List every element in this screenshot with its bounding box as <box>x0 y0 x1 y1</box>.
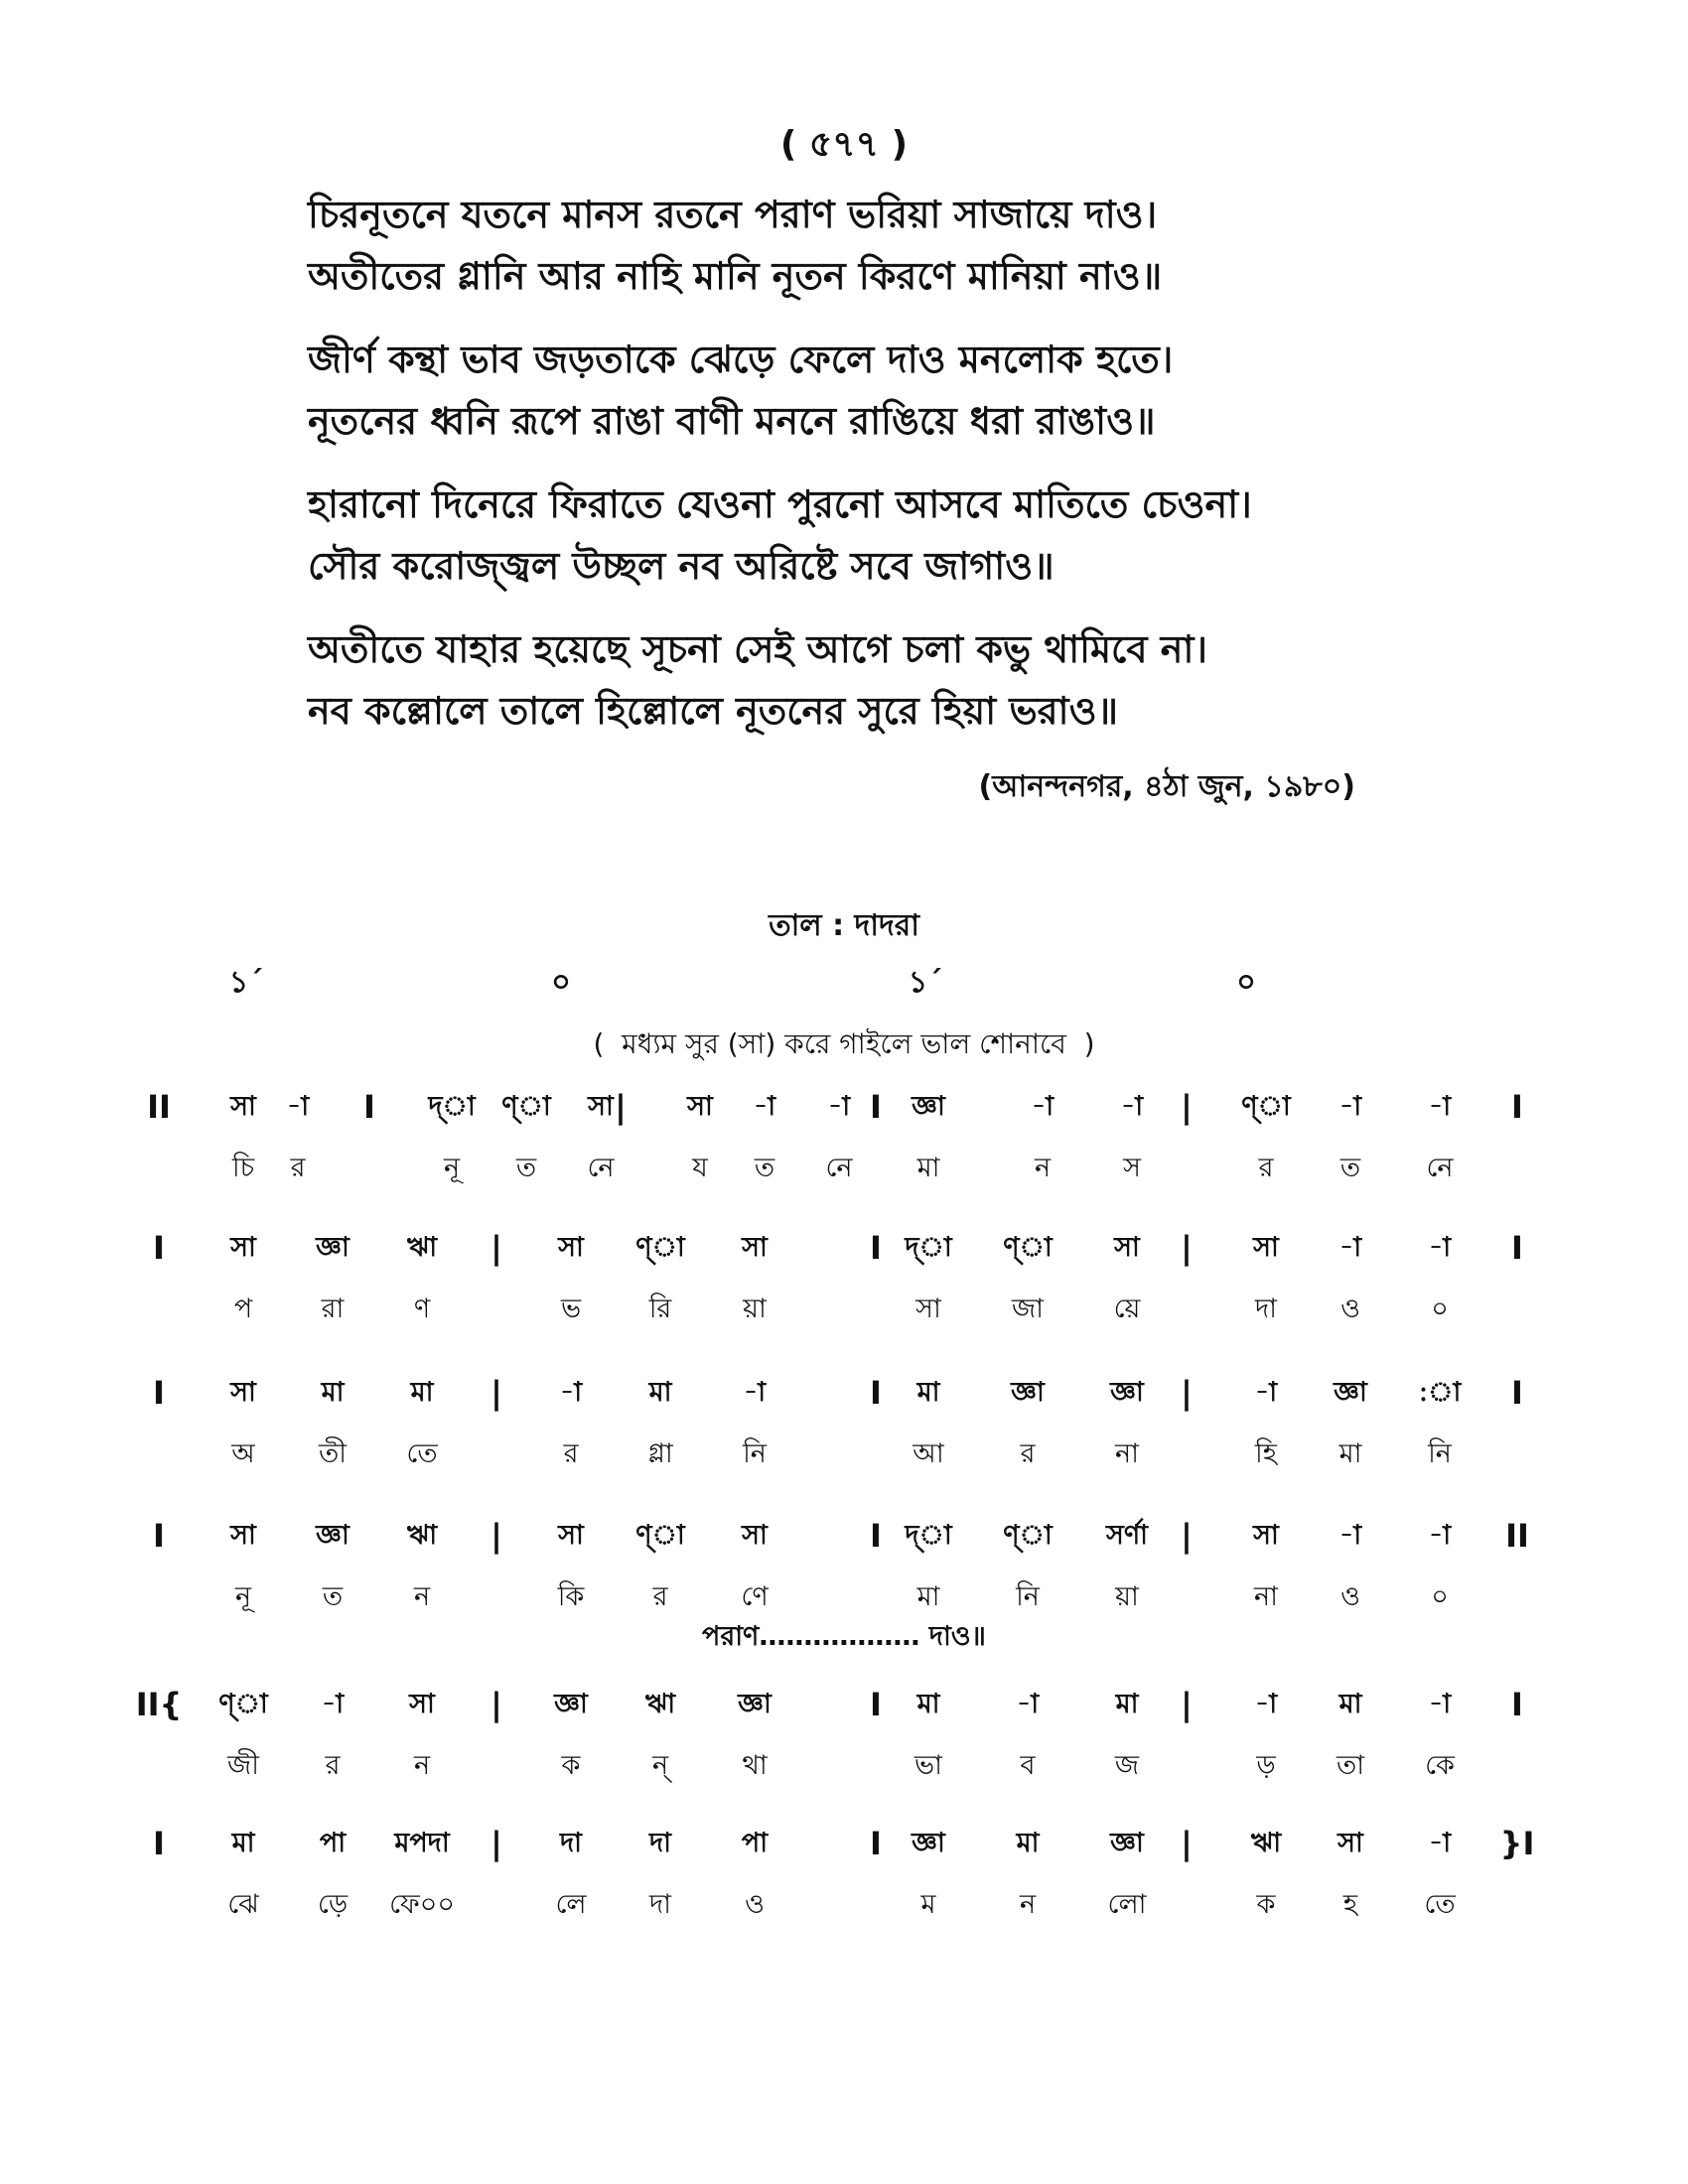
note: সা <box>1337 1828 1363 1858</box>
note: ণ্‌া <box>1241 1091 1291 1122</box>
note: -া <box>1428 1828 1452 1858</box>
lyric-syllable: গ্লা <box>647 1438 673 1469</box>
lyric-syllable: স <box>1123 1153 1141 1183</box>
stanza <box>308 184 1450 307</box>
beat-mark: ০ <box>551 965 571 1000</box>
lyric-syllable: ত <box>515 1153 537 1183</box>
lyric-row <box>0 1741 1688 1791</box>
lyric-syllable: ণ <box>413 1294 431 1324</box>
note: -া <box>286 1091 310 1122</box>
lyric-syllable: ত <box>322 1581 344 1612</box>
lyric-syllable: ড় <box>1256 1750 1276 1781</box>
lyric-row <box>0 1285 1688 1334</box>
lyric-syllable: না <box>1115 1438 1139 1469</box>
signature: (আনন্দনগর, ৪ঠা জুন, ১৯৮০) <box>978 769 1355 804</box>
note: দা <box>648 1828 672 1858</box>
lyric-syllable: চি <box>231 1153 255 1183</box>
lyric-syllable: কে <box>1425 1750 1455 1781</box>
bar-line-open: I <box>153 1517 165 1555</box>
lyric-syllable: লে <box>555 1889 587 1920</box>
note: জ্ঞা <box>1334 1377 1367 1408</box>
note: দ্‌া <box>905 1232 952 1263</box>
lyric-syllable: ন <box>1019 1889 1037 1920</box>
lyric-syllable: ব <box>1020 1750 1036 1781</box>
lyric-syllable: নি <box>1428 1438 1452 1469</box>
note: ণ্‌া <box>635 1232 685 1263</box>
notation-row <box>0 1819 1688 1868</box>
lyric-syllable: ণে <box>741 1581 769 1612</box>
note: ণ্‌া <box>1003 1520 1053 1551</box>
note: সা <box>1253 1232 1279 1263</box>
beat-separator: | <box>1181 1088 1193 1126</box>
note: দ্‌া <box>428 1091 476 1122</box>
notation-row <box>0 1680 1688 1729</box>
note: সা <box>588 1091 614 1122</box>
lyric-syllable: মা <box>916 1581 940 1612</box>
note: জ্ঞা <box>912 1091 945 1122</box>
note: -া <box>1338 1232 1362 1263</box>
lyric-row <box>0 1430 1688 1479</box>
note: -া <box>559 1377 583 1408</box>
note: সা <box>1114 1232 1140 1263</box>
lyric-syllable: ড়ে <box>317 1889 349 1920</box>
lyric-syllable: র <box>325 1750 341 1781</box>
notation-row <box>0 1082 1688 1132</box>
lyric-syllable: ক <box>1256 1889 1276 1920</box>
notation-row <box>0 1368 1688 1418</box>
note: -া <box>321 1689 345 1719</box>
note: সা <box>1253 1520 1279 1551</box>
lyric-syllable: দা <box>648 1889 672 1920</box>
lyric-syllable: ত <box>1339 1153 1361 1183</box>
lyric-syllable: র <box>652 1581 668 1612</box>
lyric-syllable: য <box>692 1153 708 1183</box>
note: জ্ঞা <box>738 1689 772 1719</box>
note: মা <box>1115 1689 1139 1719</box>
note: মা <box>916 1377 940 1408</box>
note: সা <box>230 1520 256 1551</box>
note: :া <box>1418 1377 1462 1408</box>
note: -া <box>1428 1520 1452 1551</box>
lyric-row <box>0 1880 1688 1930</box>
lyric-syllable: মা <box>1338 1438 1362 1469</box>
bar-line-open: II{ <box>135 1686 183 1723</box>
lyric-syllable: তে <box>406 1438 438 1469</box>
lyric-syllable: রা <box>321 1294 345 1324</box>
bar-line-open: I <box>153 1229 165 1267</box>
lyric-syllable: নে <box>587 1153 615 1183</box>
beat-separator: I <box>870 1229 882 1267</box>
note: -া <box>1338 1520 1362 1551</box>
poem-line: নূতনের ধ্বনি রূপে রাঙা বাণী মননে রাঙিয়ে ধরা রাঙাও॥ <box>308 399 1156 443</box>
note: সা <box>230 1091 256 1122</box>
note: ণ্‌া <box>1003 1232 1053 1263</box>
lyric-syllable: ভা <box>914 1750 942 1781</box>
lyric-syllable: কি <box>557 1581 585 1612</box>
lyric-syllable: অ <box>231 1438 255 1469</box>
lyric-syllable: নে <box>1426 1153 1454 1183</box>
bar-line-close: I <box>1511 1686 1523 1723</box>
lyric-syllable: তী <box>319 1438 347 1469</box>
beat-separator: | <box>1181 1686 1193 1723</box>
note: জ্ঞা <box>1110 1377 1144 1408</box>
bar-line-close: I <box>1511 1229 1523 1267</box>
lyric-syllable: র <box>563 1438 579 1469</box>
note: মা <box>648 1377 672 1408</box>
lyric-syllable: প <box>233 1294 253 1324</box>
poem-line: জীর্ণ কন্থা ভাব জড়তাকে ঝেড়ে ফেলে দাও মনলোক হতে। <box>308 338 1174 381</box>
beat-separator: | <box>491 1374 502 1412</box>
bar-line-close: II <box>1505 1517 1529 1555</box>
note: -া <box>1428 1689 1452 1719</box>
beat-separator: | <box>491 1686 502 1723</box>
note: জ্ঞা <box>1011 1377 1045 1408</box>
note: জ্ঞা <box>554 1689 588 1719</box>
note: সা <box>558 1232 584 1263</box>
lyric-syllable: হ <box>1342 1889 1358 1920</box>
note: পা <box>741 1828 769 1858</box>
note: -া <box>1031 1091 1055 1122</box>
note: সর্ণা <box>1106 1520 1148 1551</box>
note: সা <box>687 1091 713 1122</box>
note: দা <box>559 1828 583 1858</box>
note: সা <box>742 1232 768 1263</box>
lyric-syllable: ত <box>754 1153 775 1183</box>
tala-title: তাল : দাদরা <box>769 908 919 943</box>
lyric-syllable: ও <box>1340 1294 1360 1324</box>
note: -া <box>1254 1689 1278 1719</box>
lyric-syllable: ঝে <box>227 1889 259 1920</box>
lyric-syllable: নি <box>743 1438 767 1469</box>
note: দ্‌া <box>905 1520 952 1551</box>
lyric-syllable: জ <box>1114 1750 1140 1781</box>
lyric-syllable: ভ <box>560 1294 582 1324</box>
lyric-syllable: য়া <box>1115 1581 1139 1612</box>
note: -া <box>1338 1091 1362 1122</box>
note: মা <box>231 1828 255 1858</box>
note: সা <box>409 1689 435 1719</box>
lyric-row <box>0 1144 1688 1193</box>
lyric-syllable: রি <box>648 1294 672 1324</box>
lyric-syllable: মা <box>916 1153 940 1183</box>
beat-separator: I <box>870 1517 882 1555</box>
lyric-syllable: ক <box>561 1750 581 1781</box>
note: ঋা <box>406 1232 438 1263</box>
lyric-syllable: দা <box>1254 1294 1278 1324</box>
bar-line-open: II <box>147 1088 171 1126</box>
note: ণ্‌া <box>218 1689 268 1719</box>
beat-mark: ০ <box>1236 965 1256 1000</box>
beat-separator: | <box>491 1229 502 1267</box>
bar-line-open: I <box>153 1374 165 1412</box>
lyric-syllable: লো <box>1107 1889 1147 1920</box>
note: সা <box>230 1377 256 1408</box>
note: -া <box>1016 1689 1040 1719</box>
note: মা <box>916 1689 940 1719</box>
lyric-syllable: ন <box>413 1581 431 1612</box>
lyric-syllable: য়ে <box>1113 1294 1141 1324</box>
page-number: ( ৫৭৭ ) <box>779 124 909 165</box>
lyric-syllable: ন্‌ <box>651 1750 669 1781</box>
lyric-syllable: নি <box>1016 1581 1040 1612</box>
lyric-syllable: জী <box>227 1750 259 1781</box>
note: -া <box>753 1091 776 1122</box>
lyric-syllable: র <box>1258 1153 1274 1183</box>
note: -া <box>1120 1091 1144 1122</box>
note: -া <box>1428 1232 1452 1263</box>
lyric-row <box>0 1572 1688 1622</box>
lyric-syllable: তা <box>1336 1750 1365 1781</box>
poem-line: সৌর করোজ্জ্বল উচ্ছল নব অরিষ্টে সবে জাগাও॥ <box>308 544 1055 588</box>
beat-separator: I <box>870 1374 882 1412</box>
lyric-syllable: নূ <box>234 1581 252 1612</box>
note: মা <box>321 1377 345 1408</box>
lyric-syllable: নূ <box>443 1153 461 1183</box>
lyric-syllable: আ <box>913 1438 944 1469</box>
note: জ্ঞা <box>1110 1828 1144 1858</box>
lyric-syllable: ০ <box>1431 1294 1449 1324</box>
note: ঋা <box>1250 1828 1282 1858</box>
beat-separator: I <box>870 1686 882 1723</box>
lyric-syllable: র <box>1020 1438 1036 1469</box>
notation-row <box>0 1511 1688 1561</box>
poem-line: হারানো দিনেরে ফিরাতে যেওনা পুরনো আসবে মাতিতে চেওনা। <box>308 482 1252 526</box>
lyric-syllable: হি <box>1255 1438 1277 1469</box>
bar-line-close: }I <box>1499 1825 1535 1862</box>
note: মা <box>1016 1828 1040 1858</box>
refrain-marker: পরাণ……………… দাও॥ <box>702 1621 986 1652</box>
note: -া <box>827 1091 851 1122</box>
lyric-syllable: ফে০০ <box>389 1889 455 1920</box>
lyric-syllable: ন <box>413 1750 431 1781</box>
lyric-syllable: না <box>1254 1581 1278 1612</box>
stanza <box>308 474 1450 597</box>
note: মপদা <box>394 1828 450 1858</box>
beat-separator: | <box>1181 1229 1193 1267</box>
poem-line: অতীতের গ্লানি আর নাহি মানি নূতন কিরণে মানিয়া নাও॥ <box>308 254 1163 298</box>
lyric-syllable: থা <box>742 1750 768 1781</box>
notation-row <box>0 1223 1688 1273</box>
bar-line-close: I <box>1511 1088 1523 1126</box>
note: ঋা <box>644 1689 676 1719</box>
note: সা <box>230 1232 256 1263</box>
lyric-syllable: নে <box>825 1153 853 1183</box>
note: ঋা <box>406 1520 438 1551</box>
poem-line: চিরনূতনে যতনে মানস রতনে পরাণ ভরিয়া সাজায়ে দাও। <box>308 193 1158 236</box>
beat-mark: ১´ <box>908 965 943 1000</box>
lyric-syllable: তে <box>1424 1889 1456 1920</box>
poem <box>308 184 1450 763</box>
note: ণ্‌া <box>501 1091 551 1122</box>
lyric-syllable: র <box>290 1153 306 1183</box>
stanza <box>308 618 1450 742</box>
beat-separator: I <box>870 1088 882 1126</box>
beat-separator: | <box>615 1088 627 1126</box>
lyric-syllable: ও <box>745 1889 765 1920</box>
note: ণ্‌া <box>635 1520 685 1551</box>
note: -া <box>1254 1377 1278 1408</box>
note: পা <box>319 1828 347 1858</box>
lyric-syllable: ০ <box>1431 1581 1449 1612</box>
lyric-syllable: ম <box>920 1889 936 1920</box>
beat-separator: | <box>1181 1825 1193 1862</box>
note: জ্ঞা <box>316 1520 350 1551</box>
bar-line-close: I <box>1511 1374 1523 1412</box>
beat-separator: | <box>491 1825 502 1862</box>
lyric-syllable: ন <box>1034 1153 1052 1183</box>
note: মা <box>410 1377 434 1408</box>
beat-separator: I <box>870 1825 882 1862</box>
lyric-syllable: য়া <box>743 1294 767 1324</box>
beat-separator: | <box>491 1517 502 1555</box>
stanza <box>308 329 1450 452</box>
poem-line: নব কল্লোলে তালে হিল্লোলে নূতনের সুরে হিয়া ভরাও॥ <box>308 689 1119 733</box>
lyric-syllable: ও <box>1340 1581 1360 1612</box>
beat-separator: I <box>363 1088 375 1126</box>
poem-line: অতীতে যাহার হয়েছে সূচনা সেই আগে চলা কভু থামিবে না। <box>308 627 1207 671</box>
lyric-syllable: জা <box>1012 1294 1044 1324</box>
note: জ্ঞা <box>912 1828 945 1858</box>
note: -া <box>743 1377 767 1408</box>
note: মা <box>1338 1689 1362 1719</box>
note: সা <box>558 1520 584 1551</box>
bar-line-open: I <box>153 1825 165 1862</box>
note: জ্ঞা <box>316 1232 350 1263</box>
notation-hint: ( মধ্যম সুর (সা) করে গাইলে ভাল শোনাবে ) <box>593 1027 1095 1060</box>
beat-mark: ১´ <box>228 965 264 1000</box>
beat-separator: | <box>1181 1517 1193 1555</box>
beat-separator: | <box>1181 1374 1193 1412</box>
note: সা <box>742 1520 768 1551</box>
note: -া <box>1428 1091 1452 1122</box>
lyric-syllable: সা <box>915 1294 941 1324</box>
